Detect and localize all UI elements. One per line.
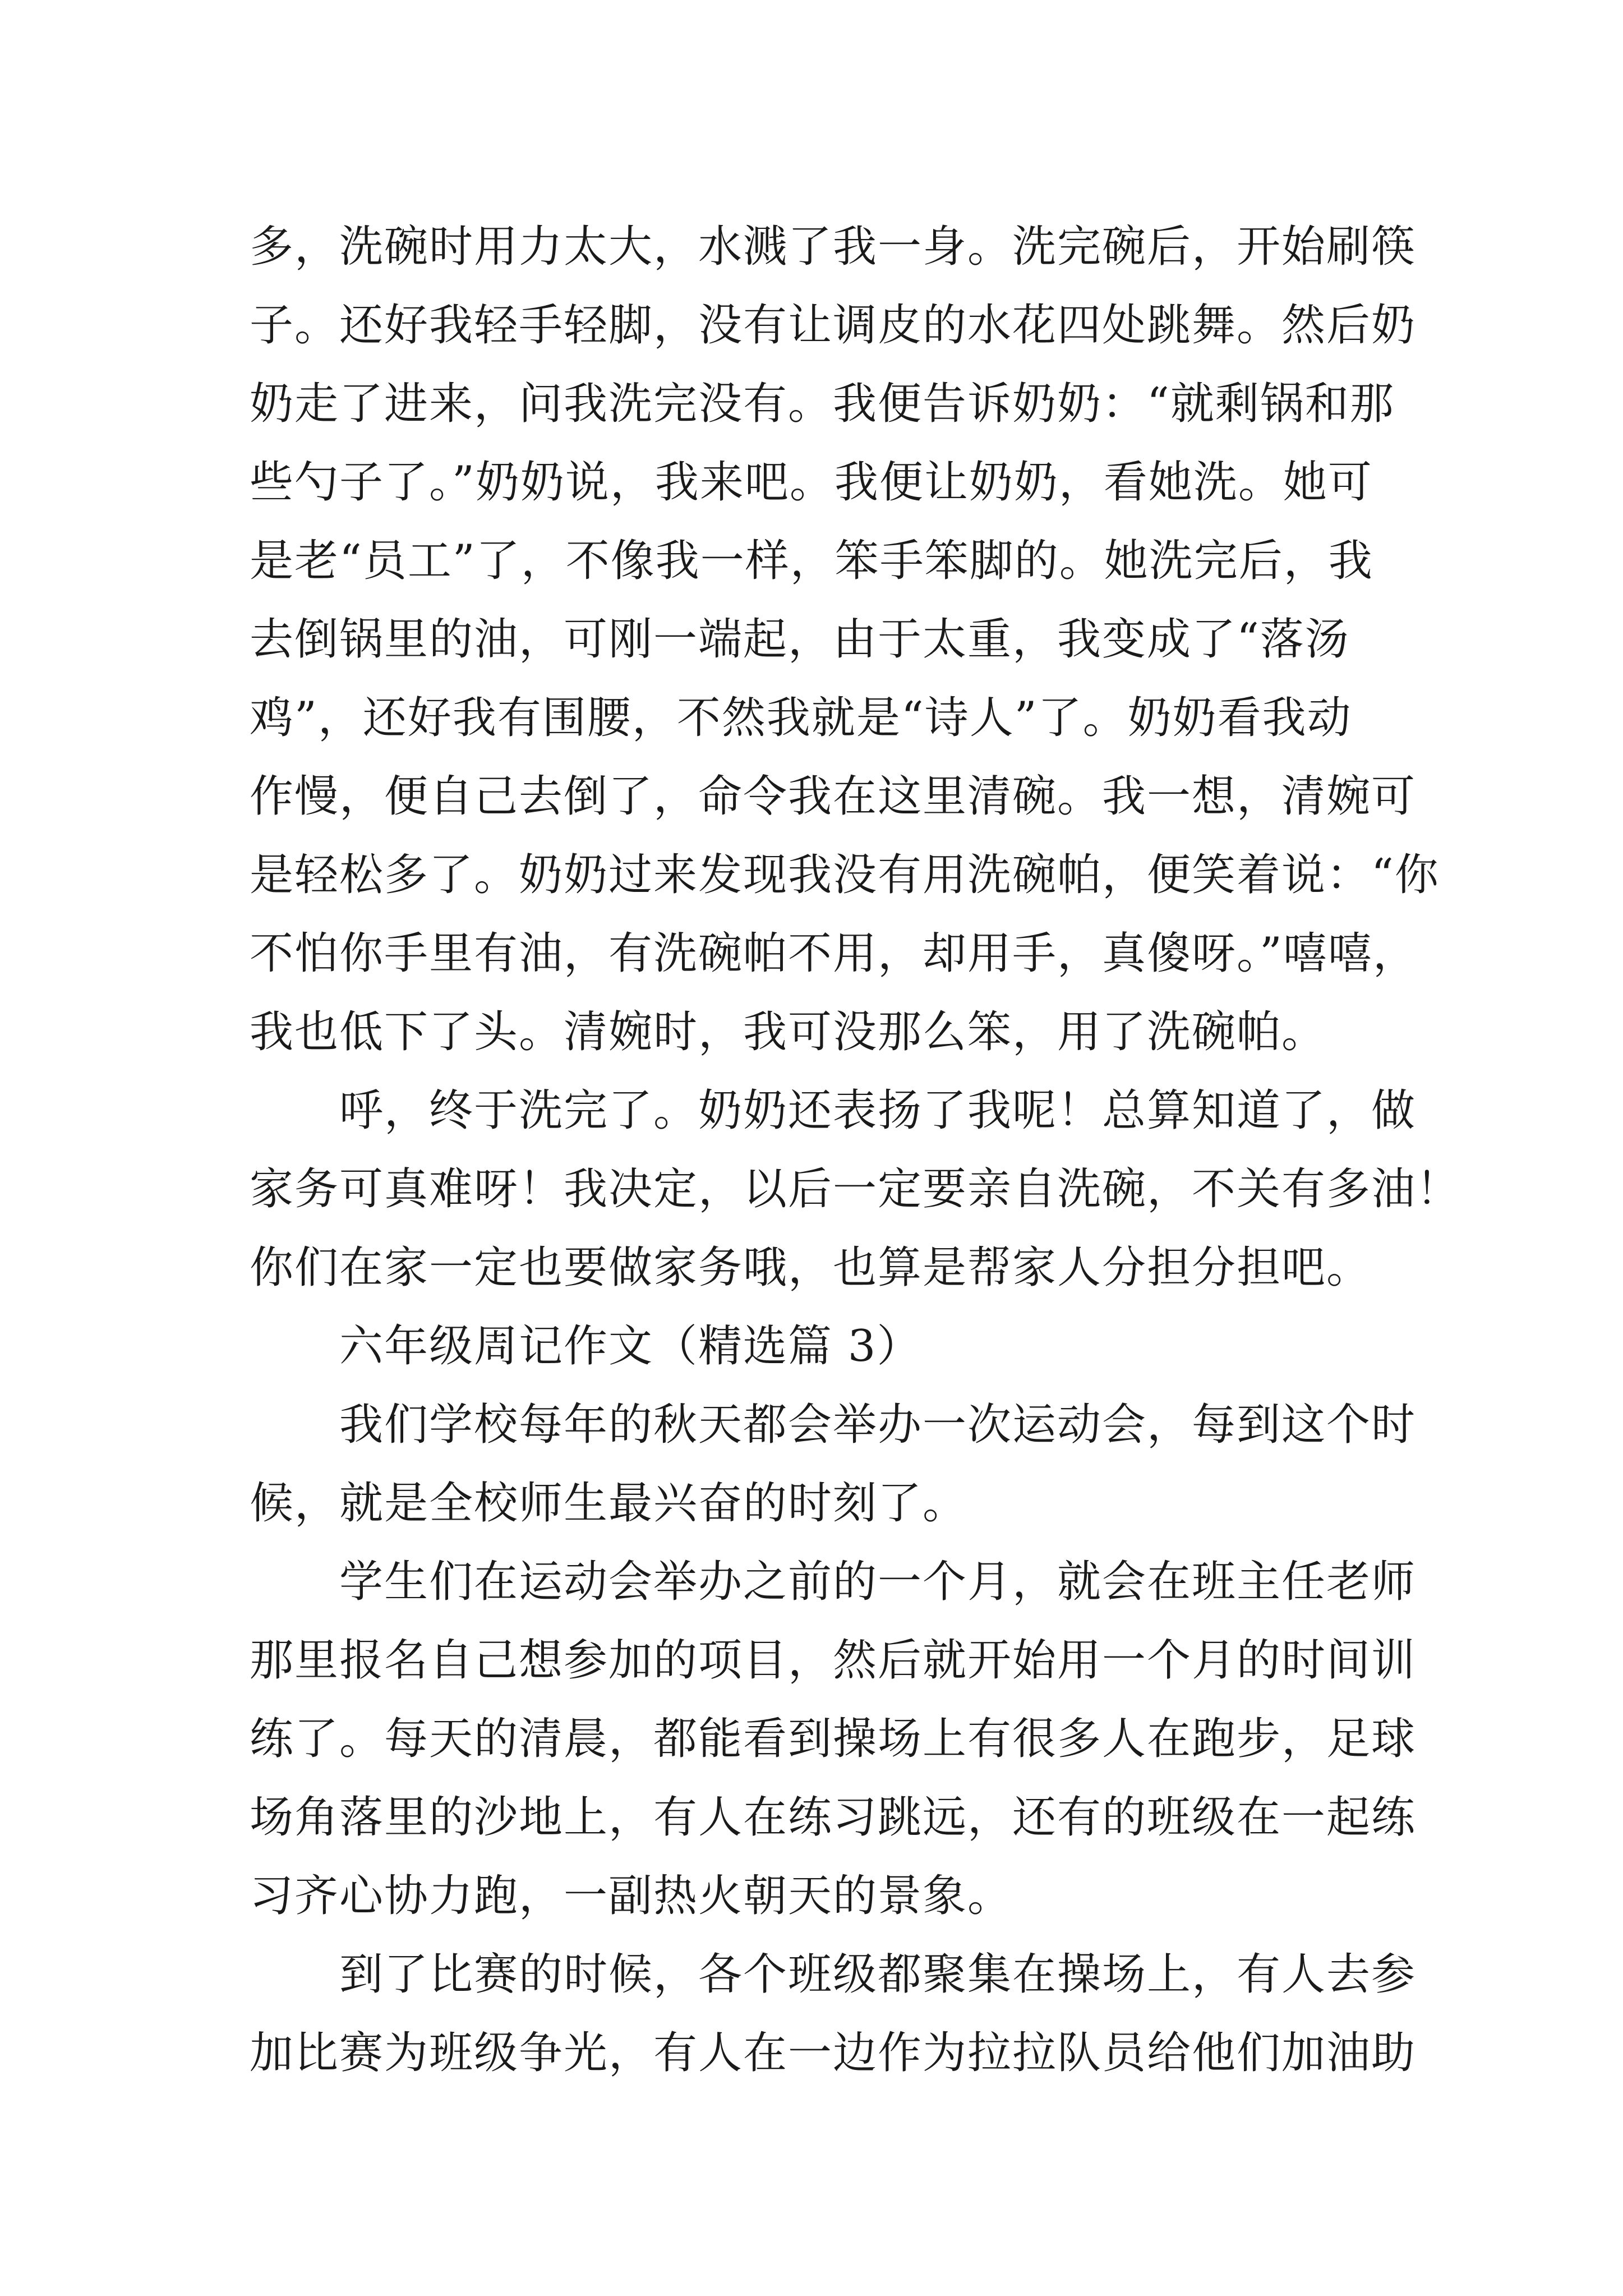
text-line: 鸡”，还好我有围腰，不然我就是“诗人”了。奶奶看我动 xyxy=(250,693,1352,743)
paragraph-competition xyxy=(250,1935,1417,2092)
text-line: 是老“员工”了，不像我一样，笨手笨脚的。她洗完后，我 xyxy=(250,536,1373,586)
text-line: 候，就是全校师生最兴奋的时刻了。 xyxy=(250,1478,968,1529)
text-line: 加比赛为班级争光，有人在一边作为拉拉队员给他们加油助 xyxy=(250,2028,1417,2078)
text-line: 那里报名自己想参加的项目，然后就开始用一个月的时间训 xyxy=(250,1635,1417,1686)
text-line: 些勺子了。”奶奶说，我来吧。我便让奶奶，看她洗。她可 xyxy=(250,457,1373,508)
body-text xyxy=(250,208,1461,2092)
paragraph-training xyxy=(250,1543,1417,1935)
paragraph-washing-dishes xyxy=(250,208,1440,1071)
text-line: 学生们在运动会举办之前的一个月，就会在班主任老师 xyxy=(339,1557,1417,1607)
paragraph-conclusion xyxy=(250,1071,1461,1307)
text-line: 奶走了进来，问我洗完没有。我便告诉奶奶：“就剩锅和那 xyxy=(250,379,1395,429)
section-heading xyxy=(250,1307,1388,1386)
text-line: 子。还好我轻手轻脚，没有让调皮的水花四处跳舞。然后奶 xyxy=(250,300,1417,351)
text-line: 家务可真难呀！我决定，以后一定要亲自洗碗，不关有多油！ xyxy=(250,1164,1461,1214)
paragraph-sports-meet-intro xyxy=(250,1386,1417,1543)
text-line: 习齐心协力跑，一副热火朝天的景象。 xyxy=(250,1871,1013,1921)
text-line: 多，洗碗时用力太大，水溅了我一身。洗完碗后，开始刷筷 xyxy=(250,222,1417,272)
text-line: 是轻松多了。奶奶过来发现我没有用洗碗帕，便笑着说：“你 xyxy=(250,850,1440,900)
text-line: 去倒锅里的油，可刚一端起，由于太重，我变成了“落汤 xyxy=(250,614,1350,665)
text-line: 不怕你手里有油，有洗碗帕不用，却用手，真傻呀。”嘻嘻， xyxy=(250,928,1418,979)
text-line: 我也低下了头。清婉时，我可没那么笨，用了洗碗帕。 xyxy=(250,1007,1327,1057)
text-line: 你们在家一定也要做家务哦，也算是帮家人分担分担吧。 xyxy=(250,1243,1372,1293)
text-line: 练了。每天的清晨，都能看到操场上有很多人在跑步，足球 xyxy=(250,1714,1417,1764)
text-line: 作慢，便自己去倒了，命令我在这里清碗。我一想，清婉可 xyxy=(250,771,1417,822)
text-line: 我们学校每年的秋天都会举办一次运动会，每到这个时 xyxy=(339,1400,1417,1450)
text-line: 呼，终于洗完了。奶奶还表扬了我呢！总算知道了，做 xyxy=(339,1085,1417,1136)
text-line: 到了比赛的时候，各个班级都聚集在操场上，有人去参 xyxy=(339,1949,1417,2000)
heading-line: 六年级周记作文（精选篇 3） xyxy=(339,1321,922,1372)
text-line: 场角落里的沙地上，有人在练习跳远，还有的班级在一起练 xyxy=(250,1792,1417,1843)
